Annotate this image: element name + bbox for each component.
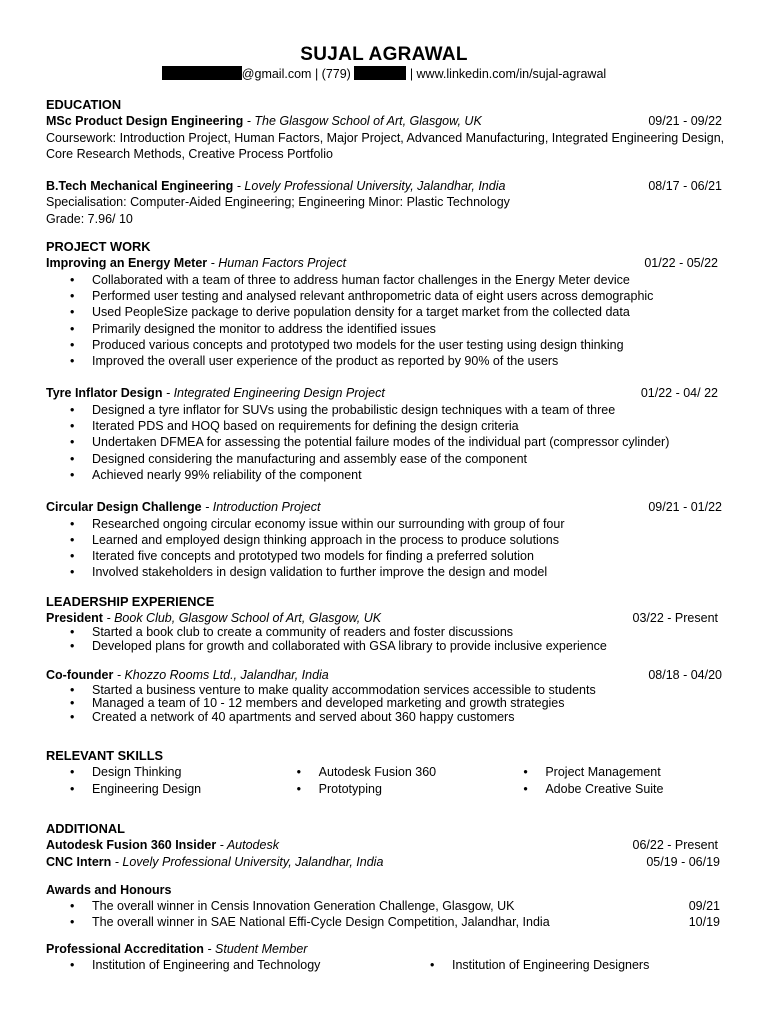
candidate-name: SUJAL AGRAWAL [300,44,468,65]
project-title: Circular Design Challenge [46,500,202,515]
role-title: Autodesk Fusion 360 Insider [46,838,217,853]
award-date: 10/19 [688,915,720,930]
project-entry-1 [46,255,726,271]
award-item [46,914,726,930]
role-organisation: - Lovely Professional University, Jalandhar, India [111,854,384,869]
accreditation-item: • Institution of Engineering Designers [406,957,649,973]
role-title: Co-founder [46,668,114,683]
date-range: 03/22 - Present [632,611,718,626]
list-item: • Collaborated with a team of three to address human factor challenges in the Energy Meter device [46,272,726,288]
list-item: • Designed a tyre inflator for SUVs using the probabilistic design techniques with a team of three [46,402,726,418]
section-heading-additional: ADDITIONAL [46,821,125,836]
leadership-entry-1 [46,610,726,626]
award-text: • The overall winner in SAE National Effi-Cycle Design Competition, Jalandhar, India [46,914,689,930]
role-title: CNC Intern [46,854,112,869]
list-item: • Started a book club to create a community of readers and foster discussions [46,626,726,640]
list-item: • Learned and employed design thinking approach in the process to produce solutions [46,532,726,548]
project-bullets [46,516,726,581]
contact-line [0,66,768,82]
redacted-phone-block [354,66,406,80]
list-item: • Improved the overall user experience of the product as reported by 90% of the users [46,353,726,369]
awards-heading: Awards and Honours [46,882,172,897]
list-item: • Started a business venture to make quality accommodation services accessible to students [46,684,726,698]
list-item: • Produced various concepts and prototyped two models for the user testing using design thinking [46,337,726,353]
linkedin-link[interactable]: | www.linkedin.com/in/sujal-agrawal [409,67,607,81]
skills-column [46,764,273,797]
skill-item: • Autodesk Fusion 360 [273,764,500,780]
redacted-email-block [162,66,242,80]
list-item: • Created a network of 40 apartments and served about 360 happy customers [46,711,726,725]
project-title: Tyre Inflator Design [46,386,163,401]
project-bullets [46,272,726,370]
skill-item: • Project Management [499,764,726,780]
role-bullets [46,626,726,653]
project-entry-3 [46,499,726,515]
date-range: 06/22 - Present [632,838,718,853]
list-item: • Iterated five concepts and prototyped two models for finding a preferred solution [46,548,726,564]
skills-column [273,764,500,797]
leadership-entry-2 [46,667,726,683]
project-title: Improving an Energy Meter [46,256,208,271]
skills-column [499,764,726,797]
section-heading-leadership: LEADERSHIP EXPERIENCE [46,593,215,609]
institution: - Lovely Professional University, Jalandhar, India [233,179,506,194]
education-entry-2 [46,178,726,194]
degree-title: B.Tech Mechanical Engineering [46,179,234,194]
list-item: • Primarily designed the monitor to address the identified issues [46,321,726,337]
project-entry-2 [46,385,726,401]
date-range: 01/22 - 05/22 [644,256,718,271]
accreditation-heading-row [46,941,726,957]
list-item: • Iterated PDS and HOQ based on requirements for defining the design criteria [46,418,726,434]
list-item: • Achieved nearly 99% reliability of the component [46,467,726,483]
date-range: 09/21 - 01/22 [648,500,722,515]
additional-role-2 [46,854,726,870]
resume-body [46,97,726,973]
section-heading-skills: RELEVANT SKILLS [46,748,164,764]
list-item: • Performed user testing and analysed relevant anthropometric data of eight users across demographic [46,288,726,304]
accreditation-list [46,957,726,973]
section-heading-projects: PROJECT WORK [46,239,151,255]
list-item: • Researched ongoing circular economy issue within our surrounding with group of four [46,516,726,532]
section-heading-education: EDUCATION [46,97,122,112]
date-range: 01/22 - 04/ 22 [640,386,718,401]
award-item [46,898,726,914]
role-bullets [46,684,726,725]
list-item: • Developed plans for growth and collaborated with GSA library to provide inclusive experience [46,640,726,654]
date-range: 08/17 - 06/21 [648,179,722,194]
list-item: • Managed a team of 10 - 12 members and developed marketing and growth strategies [46,697,726,711]
skill-item: • Adobe Creative Suite [499,781,726,797]
specialisation-text: Specialisation: Computer-Aided Engineering; Engineering Minor: Plastic Technology [46,195,510,210]
role-organisation: - Khozzo Rooms Ltd., Jalandhar, India [113,668,329,683]
date-range: 08/18 - 04/20 [648,668,722,683]
coursework-text: Coursework: Introduction Project, Human Factors, Major Project, Advanced Manufacturing, Integrated Engineering Design, Core Research Methods, Creative Process Portfolio [46,130,725,161]
project-subtitle: - Introduction Project [201,500,321,515]
additional-role-1 [46,837,726,853]
role-organisation: - Book Club, Glasgow School of Art, Glasgow, UK [102,611,382,626]
email-suffix: @gmail.com [241,67,312,81]
list-item: • Designed considering the manufacturing and assembly ease of the component [46,451,726,467]
role-organisation: - Autodesk [216,838,279,853]
skills-grid [46,764,726,797]
list-item: • Involved stakeholders in design validation to further improve the design and model [46,564,726,580]
date-range: 09/21 - 09/22 [648,114,722,129]
education-entry-1 [46,113,726,129]
degree-title: MSc Product Design Engineering [46,114,244,129]
skill-item: • Prototyping [273,781,500,797]
list-item: • Used PeopleSize package to derive population density for a target market from the collected data [46,304,726,320]
date-range: 05/19 - 06/19 [646,854,720,869]
institution: - The Glasgow School of Art, Glasgow, UK [243,114,482,129]
grade-text: Grade: 7.96/ 10 [46,211,133,226]
skill-item: • Design Thinking [46,764,273,780]
accreditation-membership: - Student Member [203,941,308,956]
role-title: President [46,611,103,626]
accreditation-item: • Institution of Engineering and Technology [46,957,406,973]
accreditation-heading: Professional Accreditation [46,941,204,956]
phone-prefix: | (779) [314,67,351,81]
list-item: • Undertaken DFMEA for assessing the potential failure modes of the individual part (compressor cylinder) [46,434,726,450]
project-subtitle: - Integrated Engineering Design Project [162,386,385,401]
award-text: • The overall winner in Censis Innovation Generation Challenge, Glasgow, UK [46,898,689,914]
award-date: 09/21 [688,899,720,914]
project-subtitle: - Human Factors Project [207,256,347,271]
skill-item: • Engineering Design [46,781,273,797]
project-bullets [46,402,726,483]
